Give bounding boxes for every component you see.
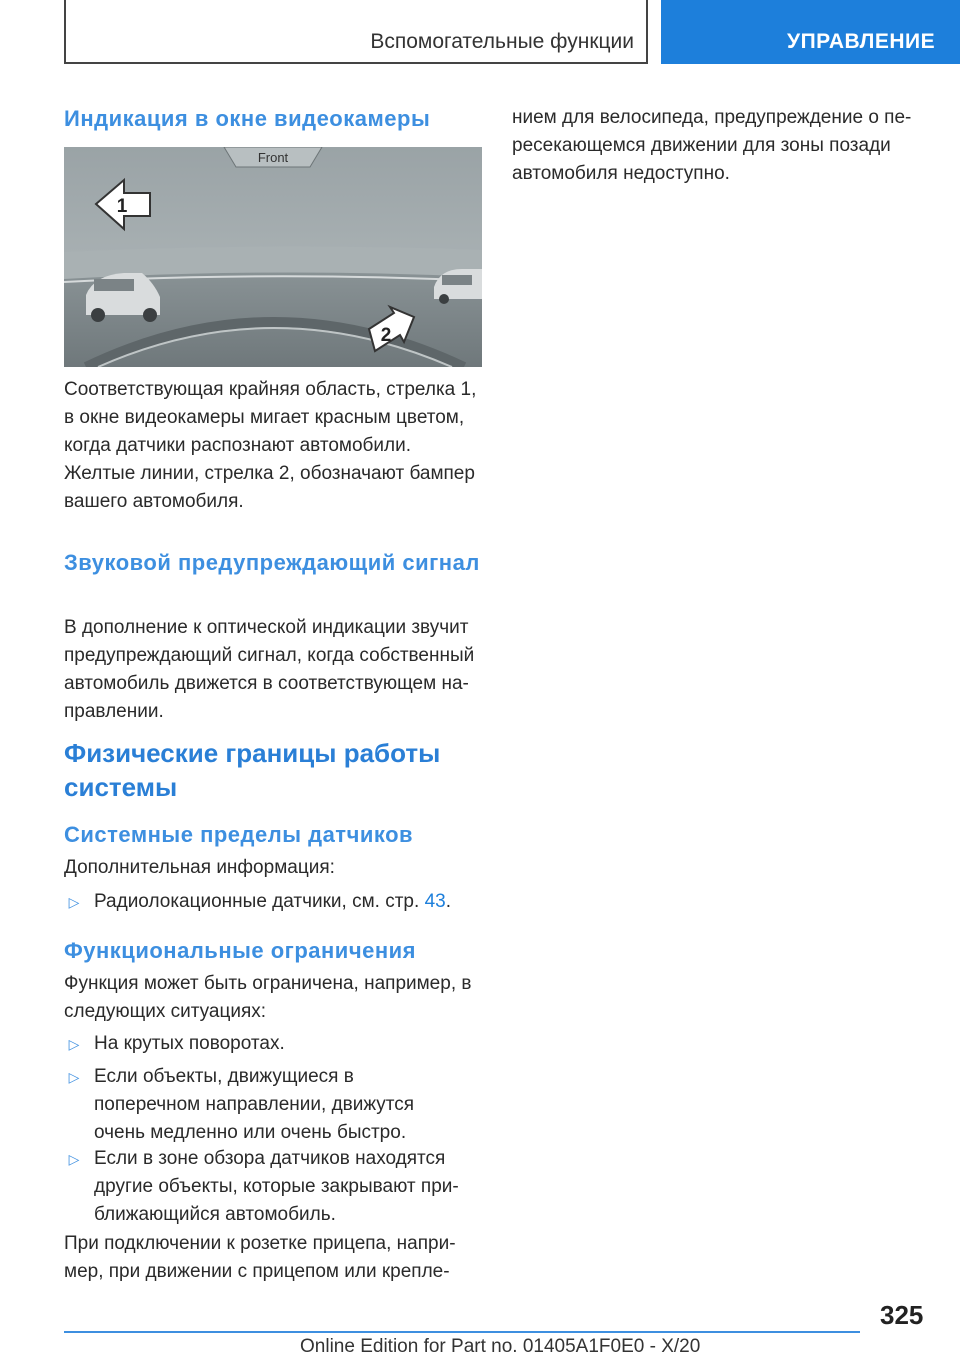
camera-text-1: Соответствующая крайняя область, стрелка 1, в окне видеокамеры мигает красным цветом, когда датчики распознают автомобили.: [64, 379, 477, 456]
footer-edition: Online Edition for Part no. 01405A1F0E0 - X/20: [300, 1336, 701, 1357]
page-number: 325: [880, 1300, 924, 1330]
func-intro: Функция может быть ограничена, например, в следующих ситуациях:: [64, 973, 472, 1022]
camera-view-illustration: [64, 147, 482, 367]
bullet-triangle-icon: ▷: [68, 1036, 80, 1052]
right-column-text: нием для велосипеда, предупреждение о пе-ресекающемся движении для зоны позади автомобиля недоступно.: [512, 107, 912, 184]
sound-text: В дополнение к оптической индикации звучит предупреждающий сигнал, когда собственный автомобиль движется в соответствующем на-правлении.: [64, 617, 475, 722]
arrow-1-label: 1: [116, 196, 128, 217]
header-section-box: [64, 0, 648, 64]
func-bullet-3: [64, 1145, 482, 1231]
header-section-title: Вспомогательные функции: [370, 30, 634, 53]
camera-heading: Индикация в окне видеокамеры: [64, 106, 431, 131]
car-left: [86, 273, 160, 322]
bullet-triangle-icon: ▷: [68, 1069, 80, 1085]
header-chapter-title: УПРАВЛЕНИЕ: [787, 30, 936, 53]
sensor-page-link[interactable]: 43: [424, 891, 446, 912]
sensor-text: Дополнительная информация:: [64, 857, 335, 878]
sensor-bullet-text: Радиолокационные датчики, см. стр.: [94, 891, 425, 912]
func-bullet-1: [64, 1030, 482, 1060]
sound-heading: Звуковой предупреждающий сигнал: [64, 550, 480, 575]
bullet-triangle-icon: ▷: [68, 1151, 80, 1167]
func-bullet-2-text: Если объекты, движущиеся в поперечном направлении, движутся очень медленно или очень быстро.: [94, 1066, 415, 1143]
func-bullet-3-text: Если в зоне обзора датчиков находятся другие объекты, которые закрывают при-ближающийся автомобиль.: [94, 1148, 459, 1225]
footer-divider: [64, 1331, 860, 1333]
sensor-bullet: [64, 888, 482, 918]
func-bullet-1-text: На крутых поворотах.: [94, 1033, 285, 1054]
header-chapter-box: [661, 0, 960, 64]
func-bullet-2: [64, 1063, 482, 1149]
trailer-text: При подключении к розетке прицепа, напри-мер, при движении с прицепом или крепле-: [64, 1233, 456, 1282]
func-heading: Функциональные ограничения: [64, 938, 416, 963]
bullet-triangle-icon: ▷: [68, 894, 80, 910]
camera-text-2: Желтые линии, стрелка 2, обозначают бампер вашего автомобиля.: [64, 463, 475, 512]
sensor-heading: Системные пределы датчиков: [64, 822, 414, 847]
limits-heading: Физические границы работы системы: [64, 738, 441, 802]
sensor-bullet-tail: .: [445, 891, 451, 912]
front-label: Front: [257, 150, 289, 165]
arrow-2-label: 2: [380, 325, 392, 346]
